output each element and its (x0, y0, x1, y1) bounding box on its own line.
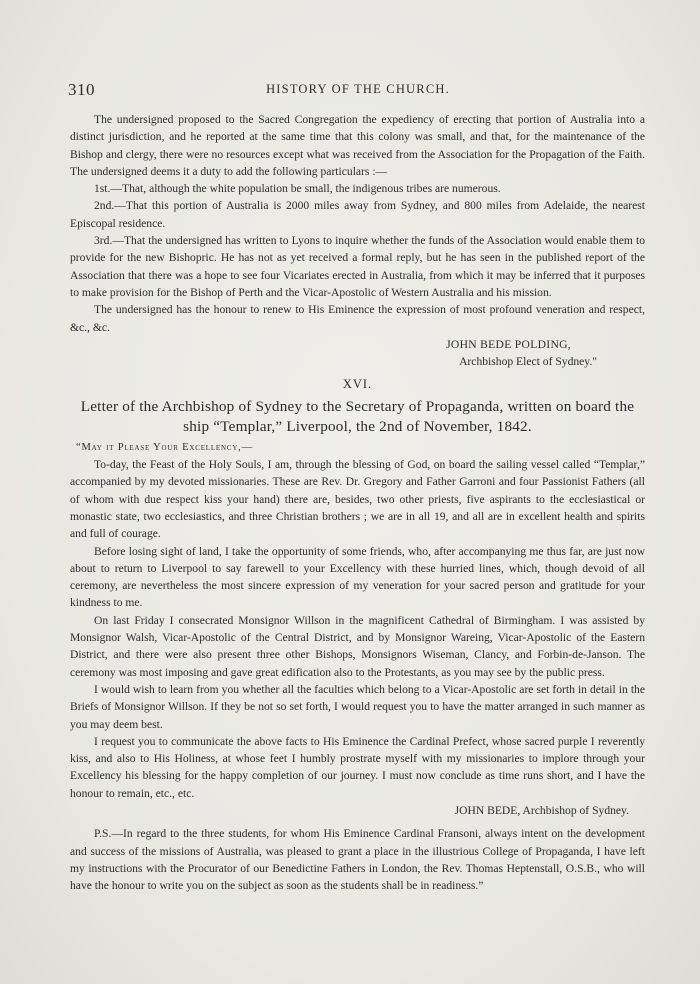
section-title: Letter of the Archbishop of Sydney to the Secretary of Propaganda, written on board the ship “Templar,” Liverpool, the 2nd of November, 1842. (80, 397, 635, 435)
page-header (68, 80, 648, 100)
letter-signature: JOHN BEDE, Archbishop of Sydney. (454, 803, 629, 817)
body-paragraph: The undersigned proposed to the Sacred Congregation the expediency of erecting that portion of Australia into a distinct jurisdiction, and he reported at the same time that this colony was small, and that, for the maintenance of the Bishop and clergy, there were no resources except what was received from the Association for the Propagation of the Faith. The undersigned deems it a duty to add the following particulars :— (70, 113, 645, 178)
letter-paragraph: Before losing sight of land, I take the opportunity of some friends, who, after accompanying me thus far, are just now about to return to Liverpool to say farewell to your Excellency with these hurried lines, which, though devoid of all ceremony, are nevertheless the most sincere expression of my veneration for your sacred person and gratitude for your kindness to me. (70, 544, 645, 610)
letter-paragraph: I request you to communicate the above facts to His Eminence the Cardinal Prefect, whose sacred purple I reverently kiss, and also to His Holiness, at whose feet I humbly prostrate myself with my missionaries to implore through your Excellency his blessing for the happy completion of our journey. I must now conclude as time runs short, and I have the honour to remain, etc., etc. (70, 734, 645, 800)
running-head: HISTORY OF THE CHURCH. (266, 82, 450, 96)
body-paragraph: The undersigned has the honour to renew to His Eminence the expression of most profound veneration and respect, &c., &c. (70, 303, 645, 334)
postscript: P.S.—In regard to the three students, for whom His Eminence Cardinal Fransoni, always intent on the development and success of the missions of Australia, was pleased to grant a place in the illustrious College of Propaganda, I have left my instructions with the Procurator of our Benedictine Fathers in London, the Rev. Thomas Heptenstall, O.S.B., who will have the honour to write you on the subject as soon as the students shall be in readiness.” (70, 827, 645, 893)
letter-paragraph: On last Friday I consecrated Monsignor Willson in the magnificent Cathedral of Birmingham. I was assisted by Monsignor Walsh, Vicar-Apostolic of the Central District, and by Monsignor Wareing, Vicar-Apostolic of the Eastern District, and there were also present three other Bishops, Monsignors Wiseman, Clancy, and Forbin-de-Janson. The ceremony was most imposing and gave great edification also to the Protestants, as you may see by the public press. (70, 613, 645, 679)
body-paragraph: 3rd.—That the undersigned has written to Lyons to inquire whether the funds of the Association would enable them to provide for the new Bishopric. He has not as yet received a formal reply, but he has seen in the published report of the Association that there was a hope to see four Vicariates erected in Australia, from which it may be inferred that it purposes to make provision for the Bishop of Perth and the Vicar-Apostolic of Western Australia and his mission. (70, 234, 645, 299)
letter-salutation: “May it Please Your Excellency,— (76, 441, 253, 453)
body-paragraph: 2nd.—That this portion of Australia is 2000 miles away from Sydney, and 800 miles from Adelaide, the nearest Episcopal residence. (70, 199, 645, 230)
page-number: 310 (68, 80, 95, 99)
page-body (70, 111, 645, 894)
letter-paragraph: To-day, the Feast of the Holy Souls, I am, through the blessing of God, on board the sailing vessel called “Templar,” accompanied by my devoted missionaries. These are Rev. Dr. Gregory and Father Garroni and four Passionist Fathers (all of whom with due respect kiss your hand) there are, besides, two other priests, five aspirants to the ecclesiastical or monastic state, two ecclesiastics, and three Christian brothers ; we are in all 19, and all are in excellent health and spirits and full of courage. (70, 458, 645, 541)
signature-name: JOHN BEDE POLDING, (446, 337, 571, 351)
letter-paragraph: I would wish to learn from you whether all the faculties which belong to a Vicar-Apostolic are set forth in detail in the Briefs of Monsignor Willson. If they be not so set forth, I would request you to have the matter arranged in such manner as you may deem best. (70, 682, 645, 731)
signature-title: Archbishop Elect of Sydney." (459, 355, 597, 369)
body-paragraph: 1st.—That, although the white population be small, the indigenous tribes are numerous. (94, 182, 501, 196)
section-number: XVI. (342, 377, 373, 392)
